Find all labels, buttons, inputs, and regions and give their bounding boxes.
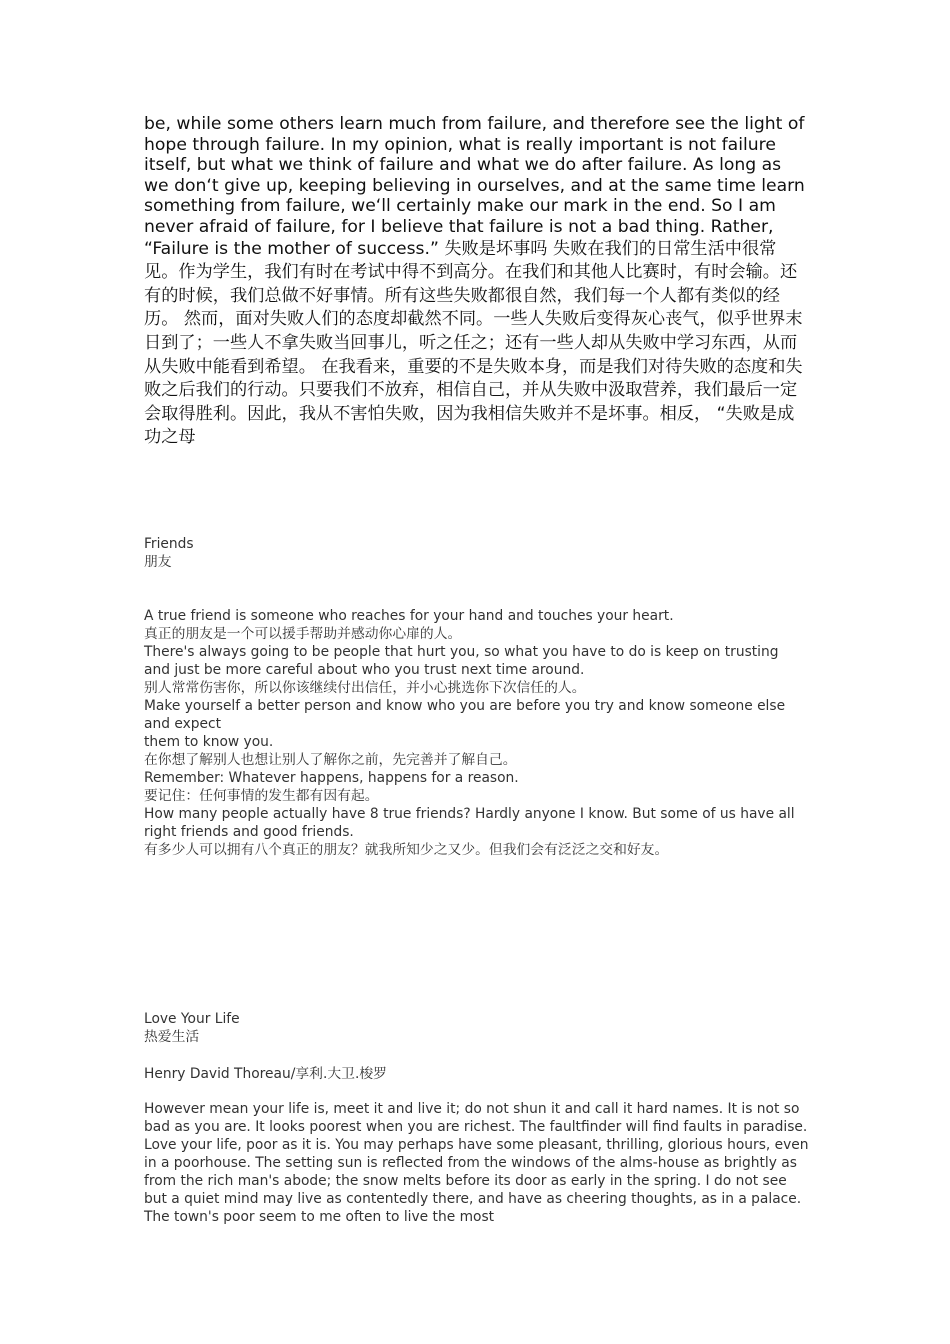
love-heading: [144, 1010, 808, 1046]
friends-line: them to know you.: [144, 734, 274, 750]
friends-line: 在你想了解别人也想让别人了解你之前，先完善并了解自己。: [144, 752, 517, 768]
love-author: [144, 1065, 808, 1083]
friends-line: How many people actually have 8 true friends? Hardly anyone I know. But some of us have all right friends and good friends.: [144, 806, 795, 840]
friends-line: 有多少人可以拥有八个真正的朋友？就我所知少之又少。但我们会有泛泛之交和好友。: [144, 842, 669, 858]
friends-line: A true friend is someone who reaches for your hand and touches your heart.: [144, 608, 674, 624]
failure-english-text: be, while some others learn much from failure, and therefore see the light of hope through failure. In my opinion, what is really important is not failure itself, but what we think of failure and what we do after failure. As long as we don‘t give up, keeping believing in ourselves, and at the same time learn something from failure, we‘ll certainly make our mark in the end. So I am never afraid of failure, for I believe that failure is not a bad thing. Rather, “Failure is the mother of success.”: [144, 114, 805, 259]
friends-content: [144, 607, 808, 859]
friends-line: 别人常常伤害你，所以你该继续付出信任，并小心挑选你下次信任的人。: [144, 680, 586, 696]
friends-line: Remember: Whatever happens, happens for a reason.: [144, 770, 519, 786]
failure-essay: [144, 114, 808, 450]
friends-line: There's always going to be people that hurt you, so what you have to do is keep on trusting and just be more careful about who you trust next time around.: [144, 644, 779, 678]
friends-title-en: Friends: [144, 536, 194, 552]
love-title-en: Love Your Life: [144, 1011, 240, 1027]
friends-heading: [144, 535, 808, 571]
love-body-text: [144, 1100, 810, 1226]
failure-chinese-text: 失败是坏事吗 失败在我们的日常生活中很常见。作为学生，我们有时在考试中得不到高分。在我们和其他人比赛时，有时会输。还有的时候，我们总做不好事情。所有这些失败都很自然，我们每一个人都有类似的经历。 然而，面对失败人们的态度却截然不同。一些人失败后变得灰心丧气，似乎世界末日到了；一些人不拿失败当回事儿，听之任之；还有一些人却从失败中学习东西，从而从失败中能看到希望。 在我看来，重要的不是失败本身，而是我们对待失败的态度和失败之后我们的行动。只要我们不放弃，相信自己，并从失败中汲取营养，我们最后一定会取得胜利。因此，我从不害怕失败，因为我相信失败并不是坏事。相反， “失败是成功之母: [144, 238, 803, 448]
love-title-cn: 热爱生活: [144, 1029, 200, 1045]
friends-line: Make yourself a better person and know who you are before you try and know someone else and expect: [144, 698, 786, 732]
friends-title-cn: 朋友: [144, 554, 172, 570]
author-name: Henry David Thoreau/享利.大卫.梭罗: [144, 1066, 387, 1082]
failure-paragraph: [144, 114, 808, 450]
love-paragraph: However mean your life is, meet it and live it; do not shun it and call it hard names. It is not so bad as you are. It looks poorest when you are richest. The faultfinder will find faults in paradise. Love your life, poor as it is. You may perhaps have some pleasant, thrilling, glorious hours, even in a poorhouse. The setting sun is reflected from the windows of the alms-house as brightly as from the rich man's abode; the snow melts before its door as early in the spring. I do not see but a quiet mind may live as contentedly there, and have as cheering thoughts, as in a palace. The town's poor seem to me often to live the most: [144, 1101, 809, 1225]
friends-line: 要记住：任何事情的发生都有因有起。: [144, 788, 379, 804]
friends-line: 真正的朋友是一个可以援手帮助并感动你心扉的人。: [144, 626, 462, 642]
